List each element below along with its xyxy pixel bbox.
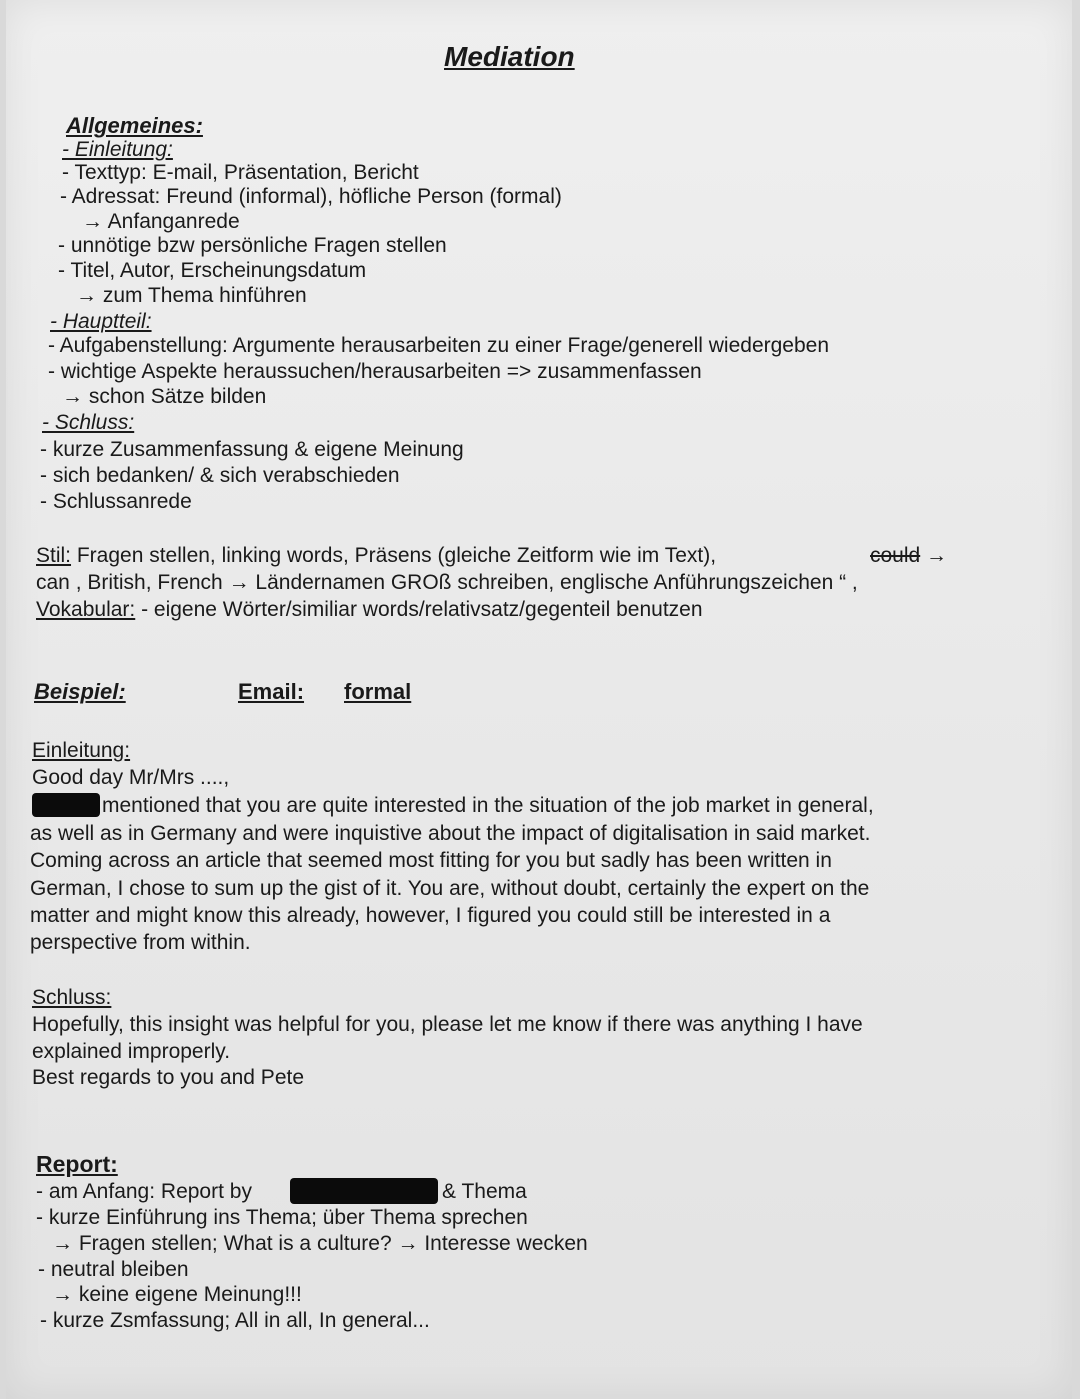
report-item: → Fragen stellen; What is a culture? → Interesse wecken	[52, 1232, 588, 1255]
stil-label: Stil:	[36, 544, 72, 567]
einleitung-item: → zum Thema hinführen	[76, 284, 307, 307]
hauptteil-item: → schon Sätze bilden	[62, 385, 267, 408]
redaction-bar	[290, 1178, 438, 1204]
einleitung-item: → Anfanganrede	[82, 210, 240, 233]
einleitung-item: - unnötige bzw persönliche Fragen stellen	[58, 234, 447, 257]
report-item: - kurze Zsmfassung; All in all, In general...	[40, 1309, 430, 1332]
einleitung-item: - Adressat: Freund (informal), höfliche Person (formal)	[60, 185, 562, 208]
report-item: - neutral bleiben	[38, 1258, 189, 1281]
email-body-line: German, I chose to sum up the gist of it. You are, without doubt, certainly the expert on the	[30, 877, 870, 900]
formal-label: formal	[344, 679, 412, 704]
schluss-label: - Schluss:	[42, 411, 135, 434]
redaction-bar	[32, 793, 100, 817]
stil-line	[36, 543, 716, 569]
example-schluss-label: Schluss:	[32, 986, 112, 1009]
report-item: → keine eigene Meinung!!!	[52, 1283, 302, 1306]
schluss-item: - sich bedanken/ & sich verabschieden	[40, 464, 400, 487]
report-anfang-suffix: & Thema	[442, 1180, 527, 1203]
page-title: Mediation	[444, 41, 575, 72]
stil-line-2: can , British, French → Ländernamen GROß schreiben, englische Anführungszeichen “ ,	[36, 571, 858, 594]
einleitung-label: - Einleitung:	[62, 138, 173, 161]
greeting: Good day Mr/Mrs ....,	[32, 766, 230, 789]
report-item: - kurze Einführung ins Thema; über Thema sprechen	[36, 1206, 528, 1229]
vokabular-text: - eigene Wörter/similiar words/relativsatz/gegenteil benutzen	[135, 598, 703, 621]
could-crossed: could	[870, 544, 921, 567]
email-label: Email:	[238, 679, 305, 704]
vokabular-label: Vokabular:	[36, 598, 136, 621]
schluss-item: - Schlussanrede	[40, 490, 192, 513]
email-body-line: mentioned that you are quite interested in the situation of the job market in general,	[102, 794, 874, 817]
hauptteil-item: - wichtige Aspekte heraussuchen/herausarbeiten => zusammenfassen	[48, 360, 702, 383]
schluss-line: explained improperly.	[32, 1040, 231, 1063]
arrow-icon: →	[926, 544, 948, 567]
schluss-line: Hopefully, this insight was helpful for you, please let me know if there was anything I have	[32, 1013, 863, 1036]
schluss-item: - kurze Zusammenfassung & eigene Meinung	[40, 438, 464, 461]
schluss-line: Best regards to you and Pete	[32, 1066, 305, 1089]
email-body-line: Coming across an article that seemed most fitting for you but sadly has been written in	[30, 849, 832, 872]
email-body-line: perspective from within.	[30, 931, 251, 954]
einleitung-item: - Texttyp: E-mail, Präsentation, Bericht	[62, 161, 419, 184]
beispiel-heading: Beispiel:	[34, 679, 126, 704]
allgemeines-heading: Allgemeines:	[66, 113, 203, 138]
email-body-line: as well as in Germany and were inquistive about the impact of digitalisation in said market.	[30, 822, 871, 845]
report-heading: Report:	[36, 1151, 118, 1177]
example-einleitung-label: Einleitung:	[32, 739, 131, 762]
stil-could	[870, 543, 947, 569]
hauptteil-label: - Hauptteil:	[50, 310, 152, 333]
stil-text: Fragen stellen, linking words, Präsens (gleiche Zeitform wie im Text),	[71, 544, 717, 567]
hauptteil-item: - Aufgabenstellung: Argumente herausarbeiten zu einer Frage/generell wiedergeben	[48, 334, 830, 357]
document-page	[6, 0, 1072, 1399]
vokabular-line	[36, 597, 703, 623]
email-body-line: matter and might know this already, however, I figured you could still be interested in a	[30, 904, 831, 927]
einleitung-item: - Titel, Autor, Erscheinungsdatum	[58, 259, 367, 282]
report-anfang: - am Anfang: Report by	[36, 1180, 252, 1203]
